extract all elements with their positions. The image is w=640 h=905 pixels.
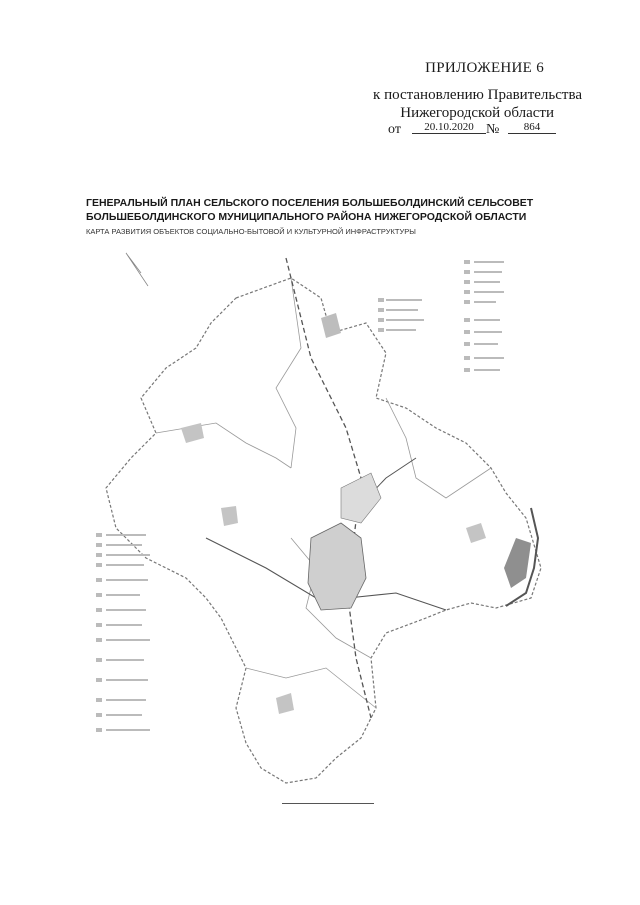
woodland-patch	[221, 506, 238, 526]
resolution-date: 20.10.2020	[412, 121, 486, 134]
map-title: ГЕНЕРАЛЬНЫЙ ПЛАН СЕЛЬСКОГО ПОСЕЛЕНИЯ БОЛЬШЕБОЛДИНСКИЙ СЕЛЬСОВЕТ БОЛЬШЕБОЛДИНСКОГО МУНИЦИПАЛЬНОГО РАЙОНА НИЖЕГОРОДСКОЙ ОБЛАСТИ	[86, 197, 534, 223]
bottom-rule	[282, 803, 374, 804]
resolution-line-2: Нижегородской области	[400, 105, 554, 121]
parcel-boundary	[246, 668, 376, 708]
village-north	[341, 473, 381, 523]
north-arrow-icon	[126, 253, 148, 286]
woodland-patch	[181, 423, 204, 443]
map-title-block	[86, 196, 556, 238]
settlement-map	[86, 238, 556, 798]
legend-left	[96, 533, 150, 732]
date-number-line	[388, 122, 588, 140]
legend-top-right	[464, 260, 504, 372]
parcel-boundary	[156, 423, 291, 468]
woodland-patch	[276, 693, 294, 714]
resolution-line-1: к постановлению Правительства	[373, 87, 582, 103]
appendix-label: ПРИЛОЖЕНИЕ 6	[425, 60, 544, 76]
woodland-patch	[321, 313, 341, 338]
legend-mid-left	[378, 298, 424, 332]
map-drawing	[86, 238, 556, 798]
from-label: от	[388, 122, 401, 137]
number-sign: №	[486, 122, 500, 137]
resolution-reference	[322, 86, 582, 122]
map-subtitle: КАРТА РАЗВИТИЯ ОБЪЕКТОВ СОЦИАЛЬНО-БЫТОВОЙ И КУЛЬТУРНОЙ ИНФРАСТРУКТУРЫ	[86, 227, 416, 236]
resolution-number: 864	[508, 121, 556, 134]
woodland-patch	[504, 538, 531, 588]
parcel-boundary	[276, 278, 301, 468]
woodland-patch	[466, 523, 486, 543]
parcel-boundary	[386, 398, 491, 498]
